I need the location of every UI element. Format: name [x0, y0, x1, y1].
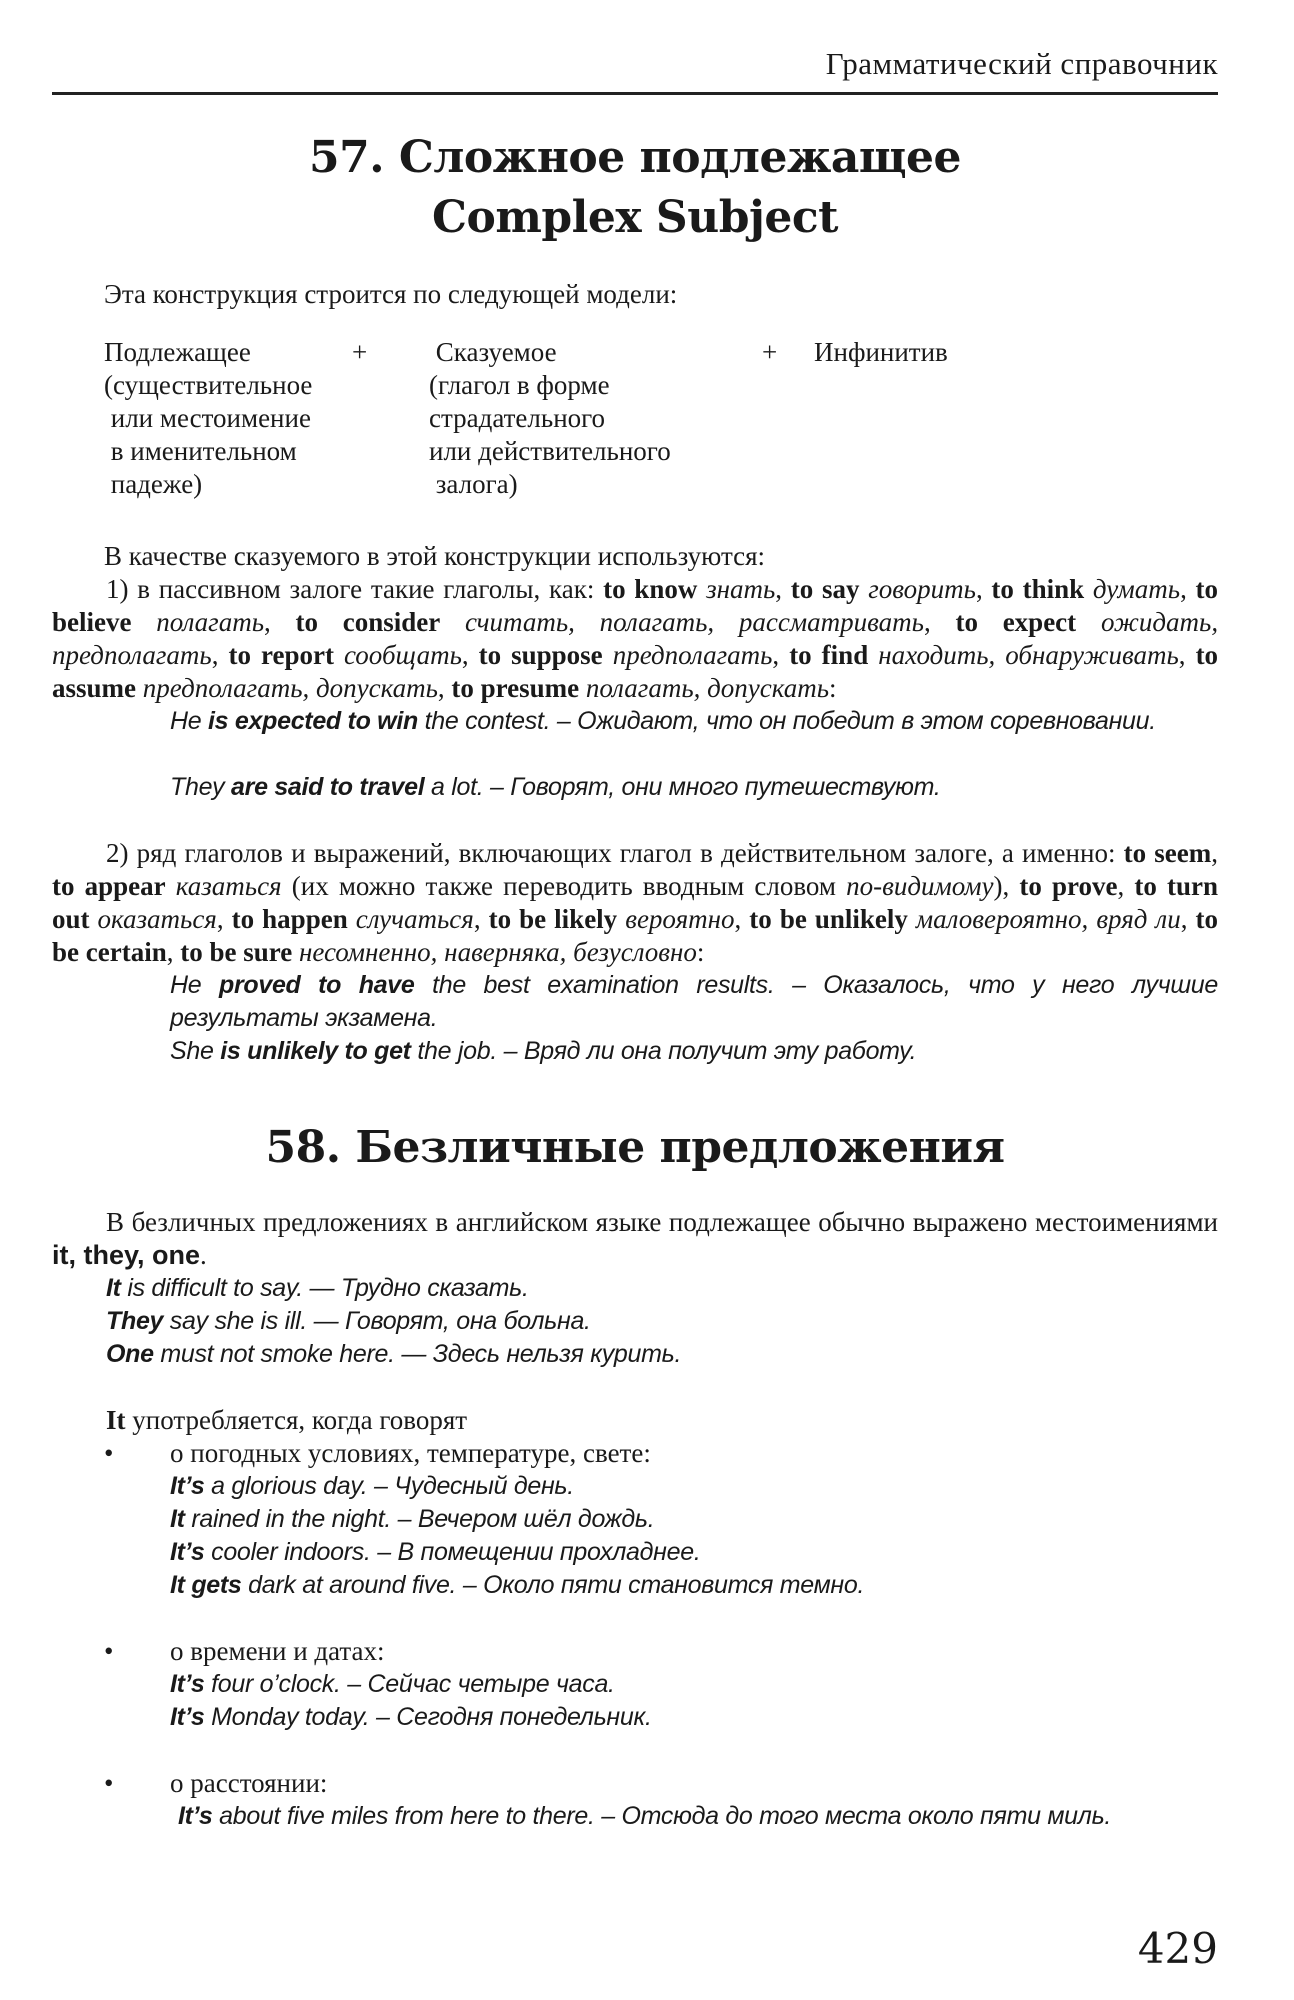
section-57-title-en: Complex Subject	[431, 192, 838, 243]
example-rest: is difficult to say. — Трудно сказать.	[120, 1274, 529, 1302]
verb-en: to turn out	[52, 871, 1219, 934]
point-1-paragraph	[52, 573, 1218, 705]
example-construction: is unlikely to get	[220, 1037, 411, 1065]
bullet-example	[170, 1503, 1218, 1536]
example-construction: is expected to win	[208, 707, 418, 735]
point-2-example-1	[170, 969, 1218, 1035]
verb-en: to prove	[1019, 871, 1118, 901]
verb-ru: полагать, допускать	[585, 673, 829, 703]
verb-en: to be likely	[488, 904, 618, 934]
header-rule	[52, 92, 1218, 95]
bullet-icon: •	[104, 1438, 114, 1468]
verb-ru: предполагать, допускать	[142, 673, 438, 703]
verb-en: to believe	[52, 574, 1219, 637]
verb-ru: казаться	[175, 871, 282, 901]
example-subject: They	[106, 1307, 164, 1335]
verb-en: to report	[228, 640, 334, 670]
verb-en: to seem	[1123, 838, 1212, 868]
model-subject-line: Подлежащее	[104, 337, 251, 367]
verb-ru: полагать	[156, 607, 264, 637]
verb-ru: маловероятно, вряд ли	[915, 904, 1181, 934]
verb-en: to assume	[52, 640, 1219, 703]
verb-ru: ожидать, предполагать	[52, 607, 1219, 670]
verb-ru: говорить	[868, 574, 976, 604]
example-rest: Monday today. – Сегодня понедельник.	[204, 1703, 652, 1731]
verb-ru: случаться	[355, 904, 474, 934]
model-plus-1: +	[352, 337, 368, 367]
bullet-label: о погодных условиях, температуре, свете:	[170, 1438, 651, 1468]
bullet-example	[170, 1470, 1218, 1503]
verb-en: to consider	[295, 607, 441, 637]
impersonal-example	[106, 1338, 681, 1371]
model-subject-line: в именительном	[104, 436, 297, 466]
impersonal-example	[106, 1305, 591, 1338]
model-subject	[104, 336, 312, 501]
example-rest: dark at around five. – Около пяти становится темно.	[241, 1571, 865, 1599]
model-intro: Эта конструкция строится по следующей модели:	[104, 279, 678, 309]
example-subject: It’s	[170, 1472, 205, 1500]
bullet-example	[170, 1701, 1218, 1734]
verb-en: to know	[603, 574, 698, 604]
bullet-example	[170, 1569, 1218, 1602]
example-rest: a lot. – Говорят, они много путешествуют.	[424, 773, 941, 801]
example-subject: It’s	[178, 1802, 213, 1830]
example-construction: proved to have	[218, 971, 415, 999]
verb-ru: знать	[706, 574, 776, 604]
example-rest: say she is ill. — Говорят, она больна.	[163, 1307, 591, 1335]
example-subject: It’s	[170, 1538, 205, 1566]
usage-intro: В качестве сказуемого в этой конструкции используются:	[104, 541, 766, 571]
example-rest: four o’clock. – Сейчас четыре часа.	[204, 1670, 615, 1698]
verb-ru: думать	[1092, 574, 1181, 604]
point-1-lead: 1) в пассивном залоге такие глаголы, как:	[106, 574, 604, 604]
model-subject-line: (существительное	[104, 370, 313, 400]
example-subject: One	[106, 1340, 154, 1368]
model-predicate-line: страдательного	[429, 403, 606, 433]
it-usage-text: употребляется, когда говорят	[125, 1405, 468, 1435]
verb-en: to appear	[52, 871, 166, 901]
example-rest: must not smoke here. — Здесь нельзя курить.	[153, 1340, 682, 1368]
model-subject-line: или местоимение	[104, 403, 311, 433]
it-word: It	[106, 1405, 126, 1435]
example-rest: rained in the night. – Вечером шёл дождь.	[184, 1505, 655, 1533]
example-pre: He	[170, 707, 209, 735]
it-usage-intro	[106, 1404, 1218, 1437]
page-number: 429	[1137, 1924, 1218, 1973]
verb-en: to suppose	[478, 640, 603, 670]
model-predicate-line: или действительного	[429, 436, 671, 466]
verb-ru: сообщать	[343, 640, 462, 670]
bullet-example	[170, 1536, 1218, 1569]
point-1-example-1	[170, 705, 1218, 738]
example-subject: It’s	[170, 1703, 205, 1731]
verb-en: to expect	[955, 607, 1077, 637]
section-58-pronouns: it, they, one	[52, 1240, 201, 1270]
verb-ru: вероятно	[625, 904, 735, 934]
bullet-icon: •	[104, 1768, 114, 1798]
verb-en: to happen	[231, 904, 348, 934]
example-subject: It	[106, 1274, 121, 1302]
verb-ru: оказаться	[97, 904, 217, 934]
verb-en: to be certain	[52, 904, 1218, 967]
point-2-paragraph: 2) ряд глаголов и выражений, включающих глагол в действительном залоге, а именно: to seem, to appear казаться (их можно также переводить вводным словом по-видимому), to prove, to turn out оказаться, to happen случаться, to be likely вероятно, to be unlikely маловероятно, вряд ли, to be certain, to be sure несомненно, наверняка, безусловно:	[52, 838, 1219, 967]
model-infinitive: Инфинитив	[814, 337, 948, 367]
example-pre: She	[170, 1037, 221, 1065]
point-2-note-word: по-видимому	[846, 871, 994, 901]
example-rest: the contest. – Ожидают, что он победит в этом соревновании.	[417, 707, 1156, 735]
verb-ru: несомненно, наверняка, безусловно	[298, 937, 697, 967]
verb-en: to presume	[451, 673, 580, 703]
section-58-intro-text: В безличных предложениях в английском языке подлежащее обычно выражено местоимениями	[106, 1207, 1218, 1237]
verb-en: to say	[790, 574, 860, 604]
bullet-label: о времени и датах:	[170, 1636, 385, 1666]
bullet-example	[170, 1668, 1218, 1701]
model-subject-line: падеже)	[104, 469, 203, 499]
bullet-body	[170, 1437, 1218, 1602]
model-predicate-line: (глагол в форме	[429, 370, 610, 400]
verb-en: to find	[789, 640, 869, 670]
example-subject: It	[170, 1505, 185, 1533]
bullet-example	[170, 1800, 1218, 1833]
section-58-intro	[52, 1206, 1218, 1272]
verb-en: to think	[991, 574, 1085, 604]
running-head: Грамматический справочник	[825, 46, 1218, 81]
model-plus-2: +	[762, 337, 778, 367]
point-2-note: (их можно также переводить вводным словом	[281, 871, 847, 901]
bullet-body	[170, 1767, 1218, 1833]
bullet-icon: •	[104, 1636, 114, 1666]
point-2-note-close: )	[993, 871, 1003, 901]
section-57-title	[52, 128, 1218, 248]
verb-en: to be unlikely	[749, 904, 908, 934]
point-1-verb-list: to know знать, to say говорить, to think думать, to believe полагать, to consider считать, полагать, рассматривать, to expect ожидать, предполагать, to report сообщать, to suppose предполагать, to find находить, обнаруживать, to assume предполагать, допускать, to presume полагать, допускать:	[52, 574, 1219, 703]
example-pre: They	[170, 773, 232, 801]
example-rest: cooler indoors. – В помещении прохладнее.	[204, 1538, 701, 1566]
verb-ru: предполагать	[612, 640, 773, 670]
example-rest: the best examination results. – Оказалось, что у него лучшие результаты экзамена.	[170, 971, 1218, 1032]
section-57-title-ru: 57. Сложное подлежащее	[309, 132, 961, 183]
section-58-intro-end: .	[200, 1240, 207, 1270]
bullet-label: о расстоянии:	[170, 1768, 328, 1798]
example-rest: a glorious day. – Чудесный день.	[204, 1472, 574, 1500]
example-rest: about five miles from here to there. – Отсюда до того места около пяти миль.	[212, 1802, 1112, 1830]
example-subject: It’s	[170, 1670, 205, 1698]
model-predicate	[429, 336, 671, 501]
verb-en: to be sure	[180, 937, 293, 967]
example-rest: the job. – Вряд ли она получит эту работу.	[410, 1037, 917, 1065]
model-predicate-line: залога)	[429, 469, 518, 499]
verb-ru: считать, полагать, рассматривать	[465, 607, 924, 637]
point-2-example-2	[170, 1035, 1218, 1068]
verb-ru: находить, обнаруживать	[878, 640, 1179, 670]
impersonal-example	[106, 1272, 529, 1305]
example-pre: He	[170, 971, 219, 999]
bullet-body	[170, 1635, 1218, 1734]
point-1-example-2	[170, 771, 1218, 804]
section-58-title: 58. Безличные предложения	[265, 1122, 1005, 1173]
example-construction: are said to travel	[231, 773, 425, 801]
example-subject: It gets	[170, 1571, 242, 1599]
book-page	[52, 0, 1218, 2000]
model-predicate-line: Сказуемое	[429, 337, 557, 367]
point-2-lead: 2) ряд глаголов и выражений, включающих глагол в действительном залоге, а именно:	[106, 838, 1124, 868]
